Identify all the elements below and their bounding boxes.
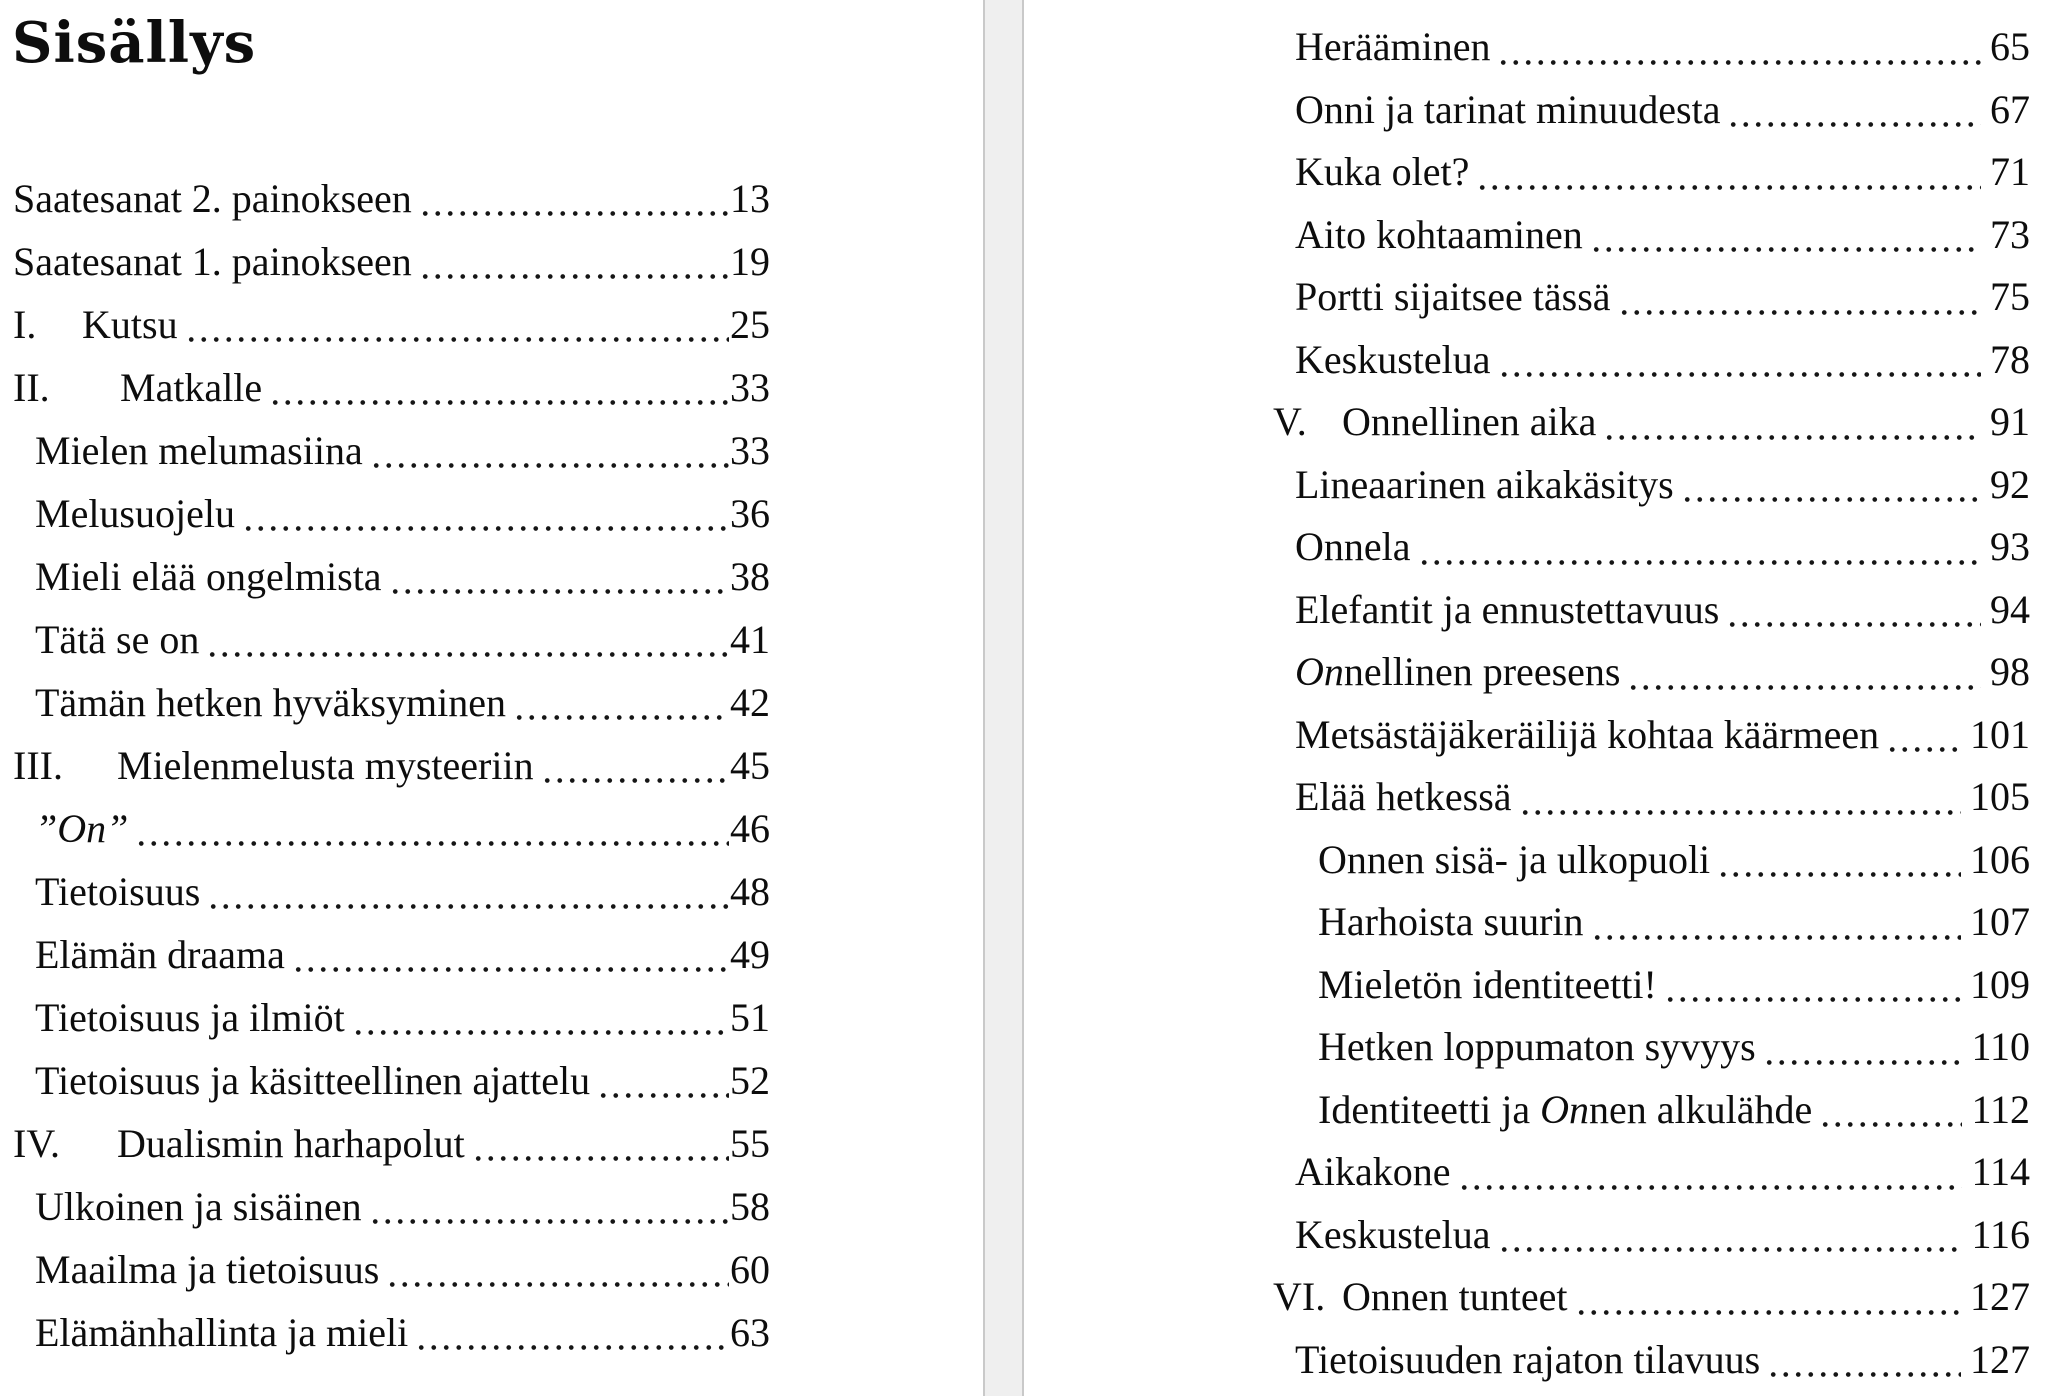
toc-entry bbox=[1273, 579, 2030, 642]
page-number: 107 bbox=[1970, 899, 2030, 944]
dot-leader bbox=[1726, 579, 1981, 642]
entry-title bbox=[1295, 579, 1719, 642]
entry-title-segment: Elefantit ja ennustettavuus bbox=[1295, 586, 1720, 632]
page-number: 75 bbox=[1990, 274, 2030, 319]
page-number: 73 bbox=[1990, 211, 2030, 257]
dot-leader bbox=[206, 608, 729, 671]
page-number: 45 bbox=[730, 743, 770, 788]
entry-title bbox=[35, 923, 285, 986]
entry-title bbox=[35, 986, 345, 1049]
page-number: 55 bbox=[730, 1121, 770, 1166]
chapter-numeral: I. bbox=[13, 302, 37, 347]
entry-title bbox=[117, 734, 534, 797]
entry-title-segment: Aito kohtaaminen bbox=[1295, 211, 1583, 257]
toc-entry bbox=[1273, 1079, 2030, 1142]
page-number: 114 bbox=[1971, 1149, 2030, 1194]
toc-entry bbox=[13, 1238, 770, 1301]
toc-entry bbox=[13, 860, 770, 923]
dot-leader bbox=[419, 167, 729, 230]
entry-title-segment: Melusuojelu bbox=[35, 491, 235, 536]
dot-leader bbox=[1886, 704, 1961, 767]
dot-leader bbox=[389, 545, 729, 608]
entry-title-segment: Mieli elää ongelmista bbox=[35, 554, 382, 599]
page-gutter-divider bbox=[983, 0, 1024, 1396]
dot-leader bbox=[1458, 1141, 1963, 1204]
entry-title-segment: Keskustelua bbox=[1295, 336, 1491, 382]
entry-title bbox=[1295, 766, 1512, 829]
entry-title-segment: nellinen preesens bbox=[1343, 649, 1621, 694]
entry-title-segment: Mieletön identiteetti! bbox=[1318, 961, 1657, 1007]
page-number: 49 bbox=[730, 932, 770, 977]
entry-title-segment: Dualismin harhapolut bbox=[117, 1121, 465, 1166]
toc-entry bbox=[1273, 79, 2030, 142]
entry-title-segment: Tietoisuus ja ilmiöt bbox=[35, 995, 345, 1040]
toc-entry bbox=[13, 1301, 770, 1364]
left-toc-list bbox=[13, 167, 770, 1364]
entry-title bbox=[35, 1175, 362, 1238]
entry-title bbox=[120, 356, 262, 419]
toc-entry bbox=[1273, 391, 2030, 454]
entry-title-segment: Mielenmelusta mysteeriin bbox=[117, 743, 534, 788]
dot-leader bbox=[370, 419, 729, 482]
toc-entry bbox=[13, 797, 770, 860]
dot-leader bbox=[269, 356, 729, 419]
dot-leader bbox=[369, 1175, 729, 1238]
toc-entry bbox=[1273, 266, 2030, 329]
toc-entry bbox=[1273, 141, 2030, 204]
page-number: 19 bbox=[730, 239, 770, 284]
page-number: 67 bbox=[1990, 86, 2030, 132]
entry-title-italic-segment: On bbox=[1540, 1086, 1590, 1132]
dot-leader bbox=[1664, 954, 1961, 1017]
page-number: 58 bbox=[730, 1184, 770, 1229]
entry-title bbox=[35, 797, 128, 860]
page-number: 48 bbox=[730, 869, 770, 914]
entry-title-segment: Tämän hetken hyväksyminen bbox=[35, 680, 506, 725]
page-number: 92 bbox=[1990, 461, 2030, 507]
entry-title bbox=[1295, 454, 1674, 517]
entry-title-segment: Keskustelua bbox=[1295, 1211, 1491, 1257]
entry-title-segment: Ulkoinen ja sisäinen bbox=[35, 1184, 362, 1229]
page-number: 112 bbox=[1971, 1086, 2030, 1132]
entry-title-segment: nen alkulähde bbox=[1589, 1086, 1813, 1132]
toc-entry bbox=[1273, 1266, 2030, 1329]
page-number: 13 bbox=[730, 176, 770, 221]
entry-title bbox=[13, 230, 412, 293]
dot-leader bbox=[541, 734, 729, 797]
entry-title bbox=[35, 671, 506, 734]
entry-title bbox=[1295, 329, 1491, 392]
page-number: 46 bbox=[730, 806, 770, 851]
entry-title-segment: Lineaarinen aikakäsitys bbox=[1295, 461, 1674, 507]
dot-leader bbox=[1591, 891, 1961, 954]
dot-leader bbox=[1498, 1204, 1963, 1267]
page-number: 78 bbox=[1990, 336, 2030, 382]
entry-title-segment: Tietoisuus ja käsitteellinen ajattelu bbox=[35, 1058, 591, 1103]
entry-title bbox=[1295, 204, 1583, 267]
page-number: 98 bbox=[1990, 649, 2030, 694]
toc-entry bbox=[13, 986, 770, 1049]
dot-leader bbox=[1727, 79, 1981, 142]
chapter-numeral: II. bbox=[13, 365, 50, 410]
page-number: 127 bbox=[1970, 1274, 2030, 1319]
entry-title bbox=[1318, 1016, 1756, 1079]
entry-title bbox=[117, 1112, 465, 1175]
entry-title bbox=[35, 1301, 408, 1364]
entry-title bbox=[35, 482, 235, 545]
toc-entry bbox=[1273, 641, 2030, 704]
toc-entry bbox=[1273, 891, 2030, 954]
entry-title bbox=[1295, 141, 1469, 204]
entry-title-segment: Onni ja tarinat minuudesta bbox=[1295, 86, 1721, 132]
entry-title bbox=[35, 1049, 590, 1112]
toc-entry bbox=[13, 356, 770, 419]
dot-leader bbox=[1618, 266, 1981, 329]
entry-title-segment: Harhoista suurin bbox=[1318, 899, 1584, 944]
toc-entry bbox=[1273, 454, 2030, 517]
page-number: 127 bbox=[1970, 1336, 2030, 1382]
toc-entry bbox=[13, 230, 770, 293]
page-number: 101 bbox=[1970, 711, 2030, 757]
dot-leader bbox=[1603, 391, 1981, 454]
entry-title bbox=[1295, 641, 1620, 704]
entry-title-segment: Portti sijaitsee tässä bbox=[1295, 274, 1611, 319]
toc-entry bbox=[13, 734, 770, 797]
entry-title-segment: Metsästäjäkeräilijä kohtaa käärmeen bbox=[1295, 711, 1880, 757]
entry-title bbox=[1295, 1204, 1491, 1267]
entry-title bbox=[1295, 266, 1611, 329]
entry-title bbox=[35, 608, 199, 671]
toc-entry bbox=[1273, 16, 2030, 79]
entry-title-segment: Elämän draama bbox=[35, 932, 285, 977]
page-number: 91 bbox=[1990, 399, 2030, 444]
entry-title-segment: Onnen tunteet bbox=[1342, 1274, 1568, 1319]
dot-leader bbox=[1418, 516, 1981, 579]
page-number: 42 bbox=[730, 680, 770, 725]
page-number: 52 bbox=[730, 1058, 770, 1103]
page-number: 110 bbox=[1971, 1024, 2030, 1069]
toc-entry bbox=[1273, 1204, 2030, 1267]
toc-entry bbox=[13, 482, 770, 545]
page-number: 63 bbox=[730, 1310, 770, 1355]
entry-title-segment: Maailma ja tietoisuus bbox=[35, 1247, 380, 1292]
entry-title bbox=[82, 293, 178, 356]
entry-title-segment: Aikakone bbox=[1295, 1149, 1451, 1194]
entry-title bbox=[1318, 954, 1657, 1017]
entry-title-segment: Onnen sisä- ja ulkopuoli bbox=[1318, 836, 1711, 882]
dot-leader bbox=[207, 860, 729, 923]
entry-title-segment: Herääminen bbox=[1295, 24, 1491, 69]
entry-title-italic-segment: ”On” bbox=[35, 806, 129, 851]
entry-title bbox=[1342, 1266, 1568, 1329]
dot-leader bbox=[386, 1238, 729, 1301]
toc-title: Sisällys bbox=[12, 10, 257, 76]
dot-leader bbox=[135, 797, 729, 860]
page-number: 106 bbox=[1970, 836, 2030, 882]
dot-leader bbox=[415, 1301, 729, 1364]
page-number: 105 bbox=[1970, 774, 2030, 819]
entry-title-segment: Mielen melumasiina bbox=[35, 428, 363, 473]
entry-title-segment: Onnela bbox=[1295, 524, 1411, 569]
page-number: 33 bbox=[730, 428, 770, 473]
dot-leader bbox=[1497, 16, 1981, 79]
entry-title-segment: Hetken loppumaton syvyys bbox=[1318, 1024, 1756, 1069]
entry-title bbox=[13, 167, 412, 230]
dot-leader bbox=[1767, 1329, 1961, 1392]
toc-entry bbox=[13, 167, 770, 230]
toc-entry bbox=[1273, 516, 2030, 579]
entry-title bbox=[35, 419, 363, 482]
toc-entry bbox=[13, 671, 770, 734]
toc-entry bbox=[13, 923, 770, 986]
toc-entry bbox=[13, 419, 770, 482]
entry-title bbox=[1318, 1079, 1812, 1142]
toc-entry bbox=[13, 545, 770, 608]
toc-entry bbox=[1273, 1329, 2030, 1392]
entry-title bbox=[1318, 829, 1710, 892]
toc-entry bbox=[1273, 1016, 2030, 1079]
page-number: 94 bbox=[1990, 586, 2030, 632]
toc-entry bbox=[13, 293, 770, 356]
entry-title-segment: Onnellinen aika bbox=[1342, 399, 1597, 444]
toc-entry bbox=[13, 1175, 770, 1238]
page-number: 25 bbox=[730, 302, 770, 347]
dot-leader bbox=[242, 482, 729, 545]
entry-title-segment: Kuka olet? bbox=[1295, 149, 1470, 194]
page-number: 36 bbox=[730, 491, 770, 536]
entry-title-segment: Saatesanat 1. painokseen bbox=[13, 239, 412, 284]
dot-leader bbox=[472, 1112, 729, 1175]
dot-leader bbox=[1590, 204, 1981, 267]
dot-leader bbox=[1763, 1016, 1963, 1079]
page-number: 71 bbox=[1990, 149, 2030, 194]
entry-title bbox=[35, 860, 200, 923]
entry-title bbox=[1318, 891, 1584, 954]
entry-title-segment: Saatesanat 2. painokseen bbox=[13, 176, 412, 221]
toc-entry bbox=[1273, 204, 2030, 267]
entry-title bbox=[1295, 1329, 1760, 1392]
entry-title-segment: Tietoisuus bbox=[35, 869, 201, 914]
dot-leader bbox=[1575, 1266, 1962, 1329]
toc-entry bbox=[1273, 1141, 2030, 1204]
dot-leader bbox=[352, 986, 729, 1049]
toc-entry bbox=[1273, 829, 2030, 892]
dot-leader bbox=[185, 293, 729, 356]
toc-entry bbox=[1273, 704, 2030, 767]
entry-title-italic-segment: On bbox=[1295, 649, 1344, 694]
page-number: 41 bbox=[730, 617, 770, 662]
dot-leader bbox=[1476, 141, 1981, 204]
page-number: 60 bbox=[730, 1247, 770, 1292]
chapter-numeral: VI. bbox=[1273, 1274, 1326, 1319]
entry-title-segment: Identiteetti ja bbox=[1318, 1086, 1541, 1132]
toc-entry bbox=[1273, 954, 2030, 1017]
page-number: 109 bbox=[1970, 961, 2030, 1007]
entry-title bbox=[1295, 79, 1720, 142]
entry-title bbox=[1295, 516, 1411, 579]
dot-leader bbox=[513, 671, 729, 734]
chapter-numeral: IV. bbox=[13, 1121, 61, 1166]
page-number: 116 bbox=[1971, 1211, 2030, 1257]
entry-title-segment: Tätä se on bbox=[35, 617, 200, 662]
dot-leader bbox=[1681, 454, 1981, 517]
dot-leader bbox=[1819, 1079, 1962, 1142]
toc-entry bbox=[13, 1049, 770, 1112]
page-number: 65 bbox=[1990, 24, 2030, 69]
entry-title-segment: Elämänhallinta ja mieli bbox=[35, 1310, 409, 1355]
entry-title bbox=[1295, 1141, 1451, 1204]
toc-entry bbox=[1273, 329, 2030, 392]
right-toc-list bbox=[1273, 16, 2030, 1391]
dot-leader bbox=[1627, 641, 1981, 704]
entry-title-segment: Matkalle bbox=[120, 365, 263, 410]
entry-title-segment: Elää hetkessä bbox=[1295, 774, 1512, 819]
page-number: 38 bbox=[730, 554, 770, 599]
dot-leader bbox=[1498, 329, 1981, 392]
entry-title bbox=[35, 545, 382, 608]
entry-title bbox=[35, 1238, 379, 1301]
chapter-numeral: V. bbox=[1273, 399, 1307, 444]
dot-leader bbox=[419, 230, 729, 293]
page-number: 51 bbox=[730, 995, 770, 1040]
dot-leader bbox=[597, 1049, 729, 1112]
entry-title-segment: Tietoisuuden rajaton tilavuus bbox=[1295, 1336, 1761, 1382]
dot-leader bbox=[292, 923, 729, 986]
dot-leader bbox=[1519, 766, 1961, 829]
page-number: 93 bbox=[1990, 524, 2030, 569]
toc-entry bbox=[1273, 766, 2030, 829]
chapter-numeral: III. bbox=[13, 743, 63, 788]
entry-title bbox=[1295, 704, 1879, 767]
dot-leader bbox=[1717, 829, 1961, 892]
toc-entry bbox=[13, 1112, 770, 1175]
toc-entry bbox=[13, 608, 770, 671]
entry-title bbox=[1342, 391, 1596, 454]
entry-title-segment: Kutsu bbox=[82, 302, 178, 347]
page-number: 33 bbox=[730, 365, 770, 410]
entry-title bbox=[1295, 16, 1490, 79]
